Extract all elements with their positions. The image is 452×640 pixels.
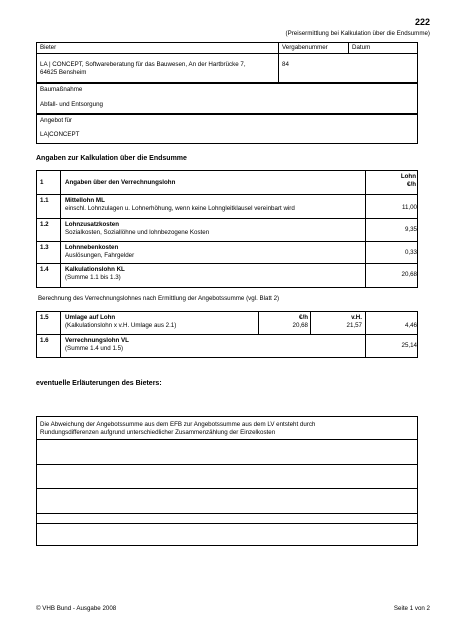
section-title: Angaben zur Kalkulation über die Endsumme <box>36 155 187 162</box>
erlaeuterungen-title: eventuelle Erläuterungen des Bieters: <box>36 380 162 387</box>
row-title: Umlage auf Lohn <box>65 314 116 321</box>
erlaeuterungen-line1: Die Abweichung der Angebotssumme aus dem EFB zur Angebotssumme aus dem LV entsteht durch <box>40 421 316 428</box>
row-num: 1.1 <box>40 197 49 204</box>
calc-header-label: Angaben über den Verrechnungslohn <box>65 179 176 186</box>
row-desc: (Kalkulationslohn x v.H. Umlage aus 2.1) <box>65 322 177 329</box>
row-num: 1.4 <box>40 266 49 273</box>
row-title: Mittellohn ML <box>65 197 105 204</box>
row-value: 11,00 <box>401 204 417 211</box>
writing-line <box>36 523 418 524</box>
row-title: Kalkulationslohn KL <box>65 266 125 273</box>
umlage-eur-value: 20,68 <box>292 322 308 329</box>
baumassnahme-value: Abfall- und Entsorgung <box>40 101 103 108</box>
writing-line <box>36 513 418 514</box>
calc-header-unit-line1: Lohn <box>400 173 416 180</box>
umlage-vh-label: v.H. <box>351 314 362 321</box>
row-title: Lohnnebenkosten <box>65 244 119 251</box>
row-num: 1.3 <box>40 244 49 251</box>
vergabenummer-label: Vergabenummer <box>282 44 328 51</box>
form-subtitle: (Preisermittlung bei Kalkulation über die Endsumme) <box>285 30 430 37</box>
row-value: 9,35 <box>404 226 417 233</box>
umlage-vh-value: 21,57 <box>346 322 362 329</box>
umlage-eur-label: €/h <box>299 314 308 321</box>
calc-header-unit-line2: €/h <box>407 181 416 188</box>
writing-line <box>36 464 418 465</box>
row-desc: Auslösungen, Fahrgelder <box>65 252 135 259</box>
calc-header-num: 1 <box>40 179 44 186</box>
bieter-address-line1: LA | CONCEPT, Softwareberatung für das Bauwesen, An der Hartbrücke 7, <box>40 61 246 68</box>
vergabenummer-value: 84 <box>282 61 289 68</box>
row-value: 25,14 <box>401 342 417 349</box>
row-num: 1.2 <box>40 221 49 228</box>
row-value: 0,33 <box>404 249 417 256</box>
row-value: 4,46 <box>404 322 417 329</box>
datum-label: Datum <box>352 44 371 51</box>
angebot-value: LA|CONCEPT <box>40 131 80 138</box>
footer-page: Seite 1 von 2 <box>393 605 430 612</box>
row-desc: einschl. Lohnzulagen u. Lohnerhöhung, wenn keine Lohngleitklausel vereinbart wird <box>65 205 295 212</box>
berechnung-text: Berechnung des Verrechnungslohnes nach Ermittlung der Angebotssumme (vgl. Blatt 2) <box>38 295 280 302</box>
row-desc: Sozialkosten, Soziallöhne und lohnbezogene Kosten <box>65 229 210 236</box>
bieter-label: Bieter <box>40 44 57 51</box>
angebot-label: Angebot für <box>40 117 72 124</box>
angebot-box <box>36 114 418 144</box>
baumassnahme-label: Baumaßnahme <box>40 86 83 93</box>
footer-edition: © VHB Bund - Ausgabe 2008 <box>36 605 117 612</box>
row-value: 20,68 <box>401 271 417 278</box>
writing-line <box>36 439 418 440</box>
form-number: 222 <box>414 17 430 27</box>
bieter-address-line2: 64625 Bensheim <box>40 69 87 76</box>
row-title: Lohnzusatzkosten <box>65 221 119 228</box>
row-num: 1.6 <box>40 337 49 344</box>
baumassnahme-box <box>36 83 418 114</box>
row-desc: (Summe 1.4 und 1.5) <box>65 345 124 352</box>
row-num: 1.5 <box>40 314 49 321</box>
erlaeuterungen-line2: Rundungsdifferenzen aufgrund unterschiedlicher Zusammenzählung der Einzelkosten <box>40 429 276 436</box>
row-desc: (Summe 1.1 bis 1.3) <box>65 274 121 281</box>
writing-line <box>36 488 418 489</box>
row-title: Verrechnungslohn VL <box>65 337 129 344</box>
